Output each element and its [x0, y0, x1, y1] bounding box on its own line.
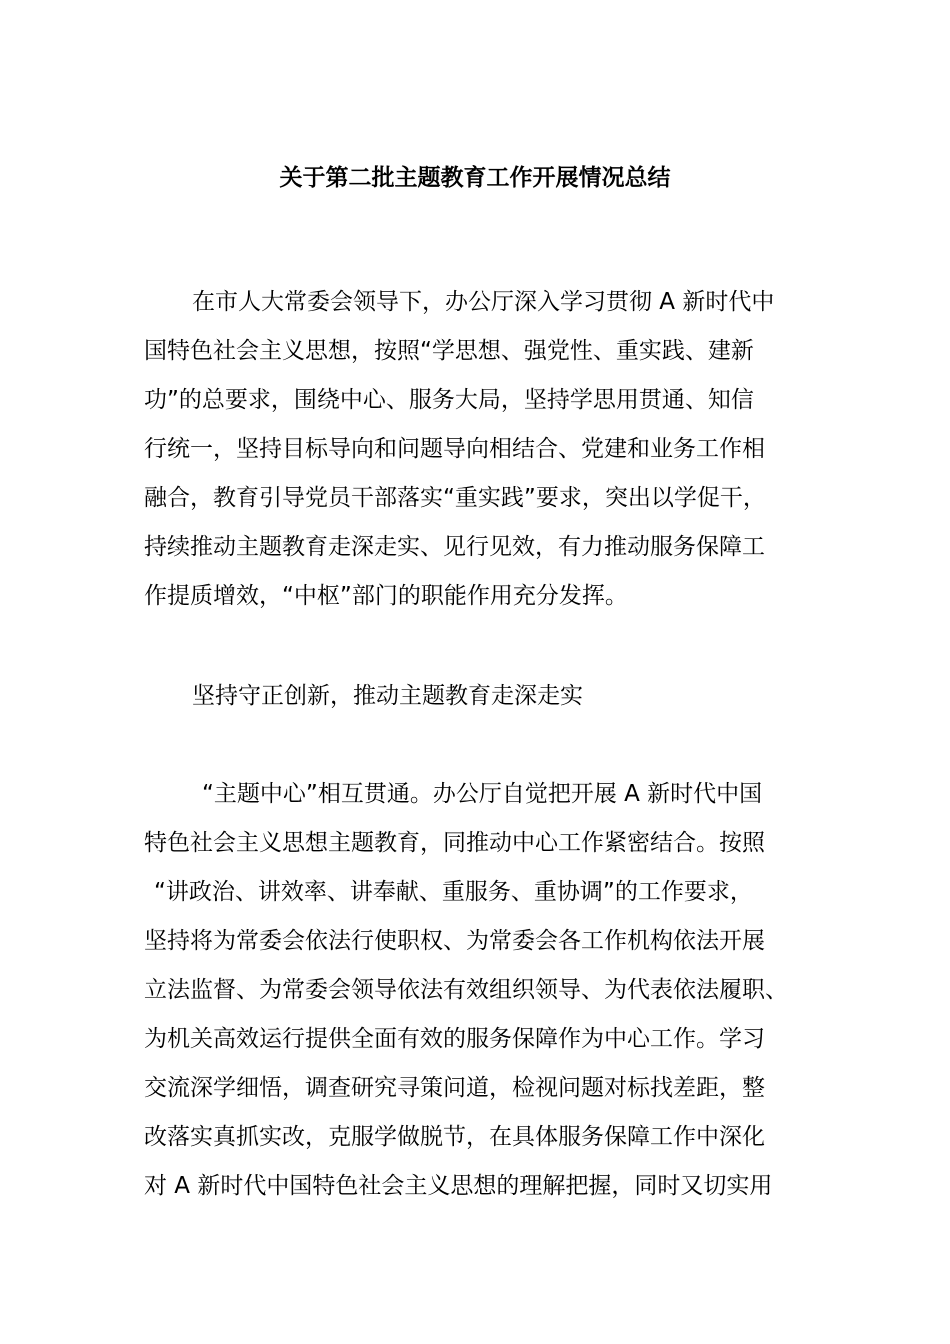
paragraph-line: 功”的总要求，围绕中心、服务大局，坚持学思用贯通、知信: [144, 387, 754, 413]
document-title: 关于第二批主题教育工作开展情况总结: [279, 165, 671, 191]
section-heading: 坚持守正创新，推动主题教育走深走实: [192, 683, 583, 709]
paragraph-line: 国特色社会主义思想，按照“学思想、强党性、重实践、建新: [144, 338, 754, 364]
paragraph-line: 作提质增效，“中枢”部门的职能作用充分发挥。: [144, 583, 628, 609]
paragraph-line: 立法监督、为常委会领导依法有效组织领导、为代表依法履职、: [144, 977, 788, 1003]
paragraph-line: 特色社会主义思想主题教育，同推动中心工作紧密结合。按照: [144, 830, 765, 856]
paragraph-theme-center: [144, 770, 824, 1211]
paragraph-line: 行统一，坚持目标导向和问题导向相结合、党建和业务工作相: [144, 436, 765, 462]
paragraph-line: 为机关高效运行提供全面有效的服务保障作为中心工作。学习: [144, 1026, 765, 1052]
paragraph-line: 对 A 新时代中国特色社会主义思想的理解把握，同时又切实用: [144, 1173, 773, 1199]
paragraph-line: “讲政治、讲效率、讲奉献、重服务、重协调”的工作要求，: [154, 879, 753, 905]
paragraph-line: “主题中心”相互贯通。办公厅自觉把开展 A 新时代中国: [202, 781, 763, 807]
paragraph-line: 在市人大常委会领导下，办公厅深入学习贯彻 A 新时代中: [192, 289, 775, 315]
paragraph-line: 融合，教育引导党员干部落实“重实践”要求，突出以学促干，: [144, 485, 766, 511]
paragraph-line: 交流深学细悟，调查研究寻策问道，检视问题对标找差距，整: [144, 1075, 765, 1101]
paragraph-line: 坚持将为常委会依法行使职权、为常委会各工作机构依法开展: [144, 928, 765, 954]
paragraph-intro: [144, 278, 824, 621]
paragraph-line: 持续推动主题教育走深走实、见行见效，有力推动服务保障工: [144, 534, 765, 560]
paragraph-line: 改落实真抓实改，克服学做脱节，在具体服务保障工作中深化: [144, 1124, 765, 1150]
